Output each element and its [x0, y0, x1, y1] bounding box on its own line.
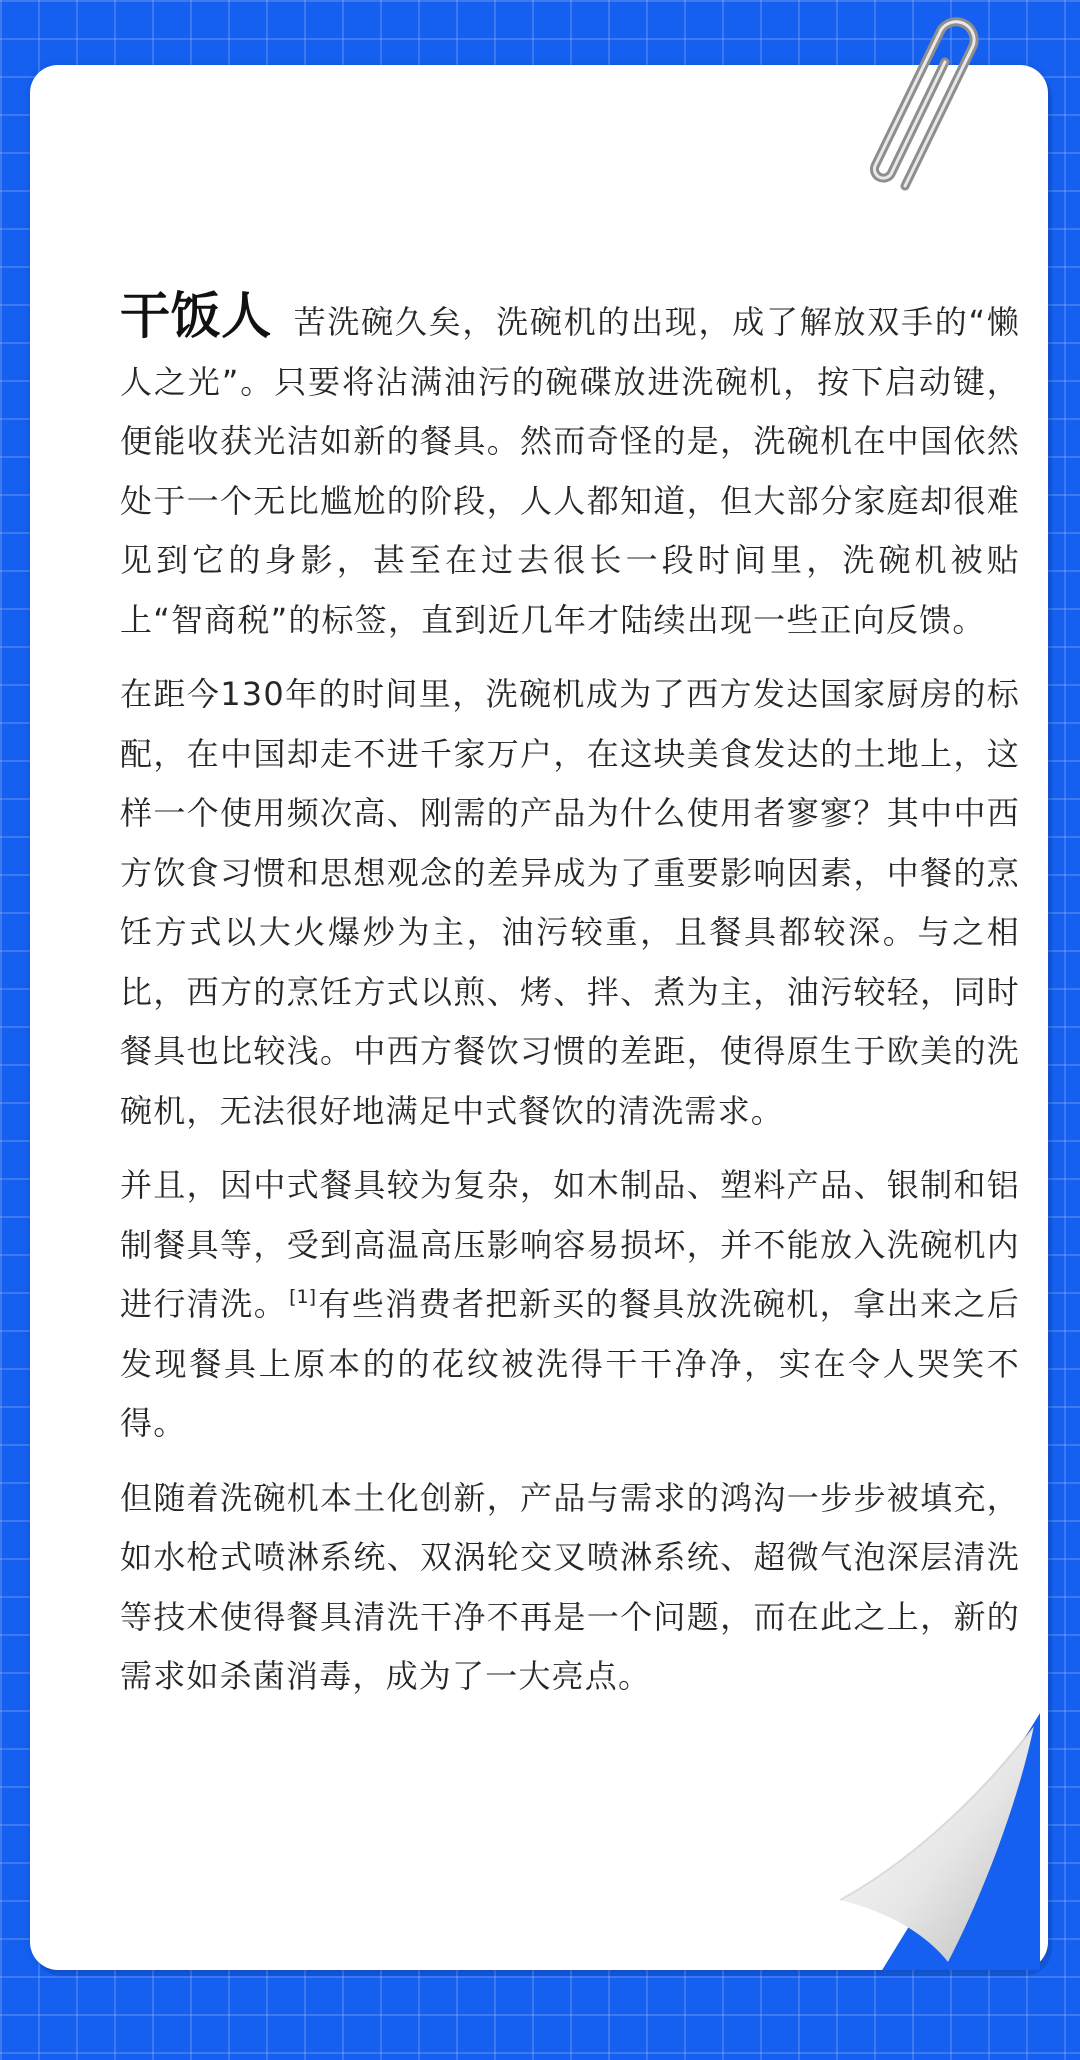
- lead-title: 干饭人: [120, 287, 272, 345]
- citation-marker[interactable]: [1]: [289, 1286, 317, 1309]
- paragraph-3-text-a: 并且，因中式餐具较为复杂，如木制品、塑料产品、银制和铝制餐具等，受到高温高压影响容易损坏，并不能放入洗碗机内进行清洗。: [120, 1166, 1020, 1323]
- paragraph-3: [120, 1156, 1020, 1454]
- paragraph-4: 但随着洗碗机本土化创新，产品与需求的鸿沟一步步被填充，如水枪式喷淋系统、双涡轮交叉喷淋系统、超微气泡深层清洗等技术使得餐具清洗干净不再是一个问题，而在此之上，新的需求如杀菌消毒，成为了一大亮点。: [120, 1478, 1020, 1695]
- article-body: [120, 287, 1020, 1722]
- paragraph-1: [120, 287, 1020, 650]
- paragraph-2: 在距今130年的时间里，洗碗机成为了西方发达国家厨房的标配，在中国却走不进千家万户，在这块美食发达的土地上，这样一个使用频次高、刚需的产品为什么使用者寥寥？其中中西方饮食习惯和思想观念的差异成为了重要影响因素，中餐的烹饪方式以大火爆炒为主，油污较重，且餐具都较深。与之相比，西方的烹饪方式以煎、烤、拌、煮为主，油污较轻，同时餐具也比较浅。中西方餐饮习惯的差距，使得原生于欧美的洗碗机，无法很好地满足中式餐饮的清洗需求。: [120, 675, 1020, 1130]
- paper-card: [30, 65, 1048, 1970]
- page-curl-icon: [820, 1700, 1040, 1970]
- paperclip-icon: [835, 0, 995, 200]
- paragraph-1-text: 苦洗碗久矣，洗碗机的出现，成了解放双手的“懒人之光”。只要将沾满油污的碗碟放进洗碗机，按下启动键，便能收获光洁如新的餐具。然而奇怪的是，洗碗机在中国依然处于一个无比尴尬的阶段，人人都知道，但大部分家庭却很难见到它的身影，甚至在过去很长一段时间里，洗碗机被贴上“智商税”的标签，直到近几年才陆续出现一些正向反馈。: [120, 303, 1021, 639]
- paragraph-3-text-b: 有些消费者把新买的餐具放洗碗机，拿出来之后发现餐具上原本的的花纹被洗得干干净净，实在令人哭笑不得。: [120, 1285, 1020, 1442]
